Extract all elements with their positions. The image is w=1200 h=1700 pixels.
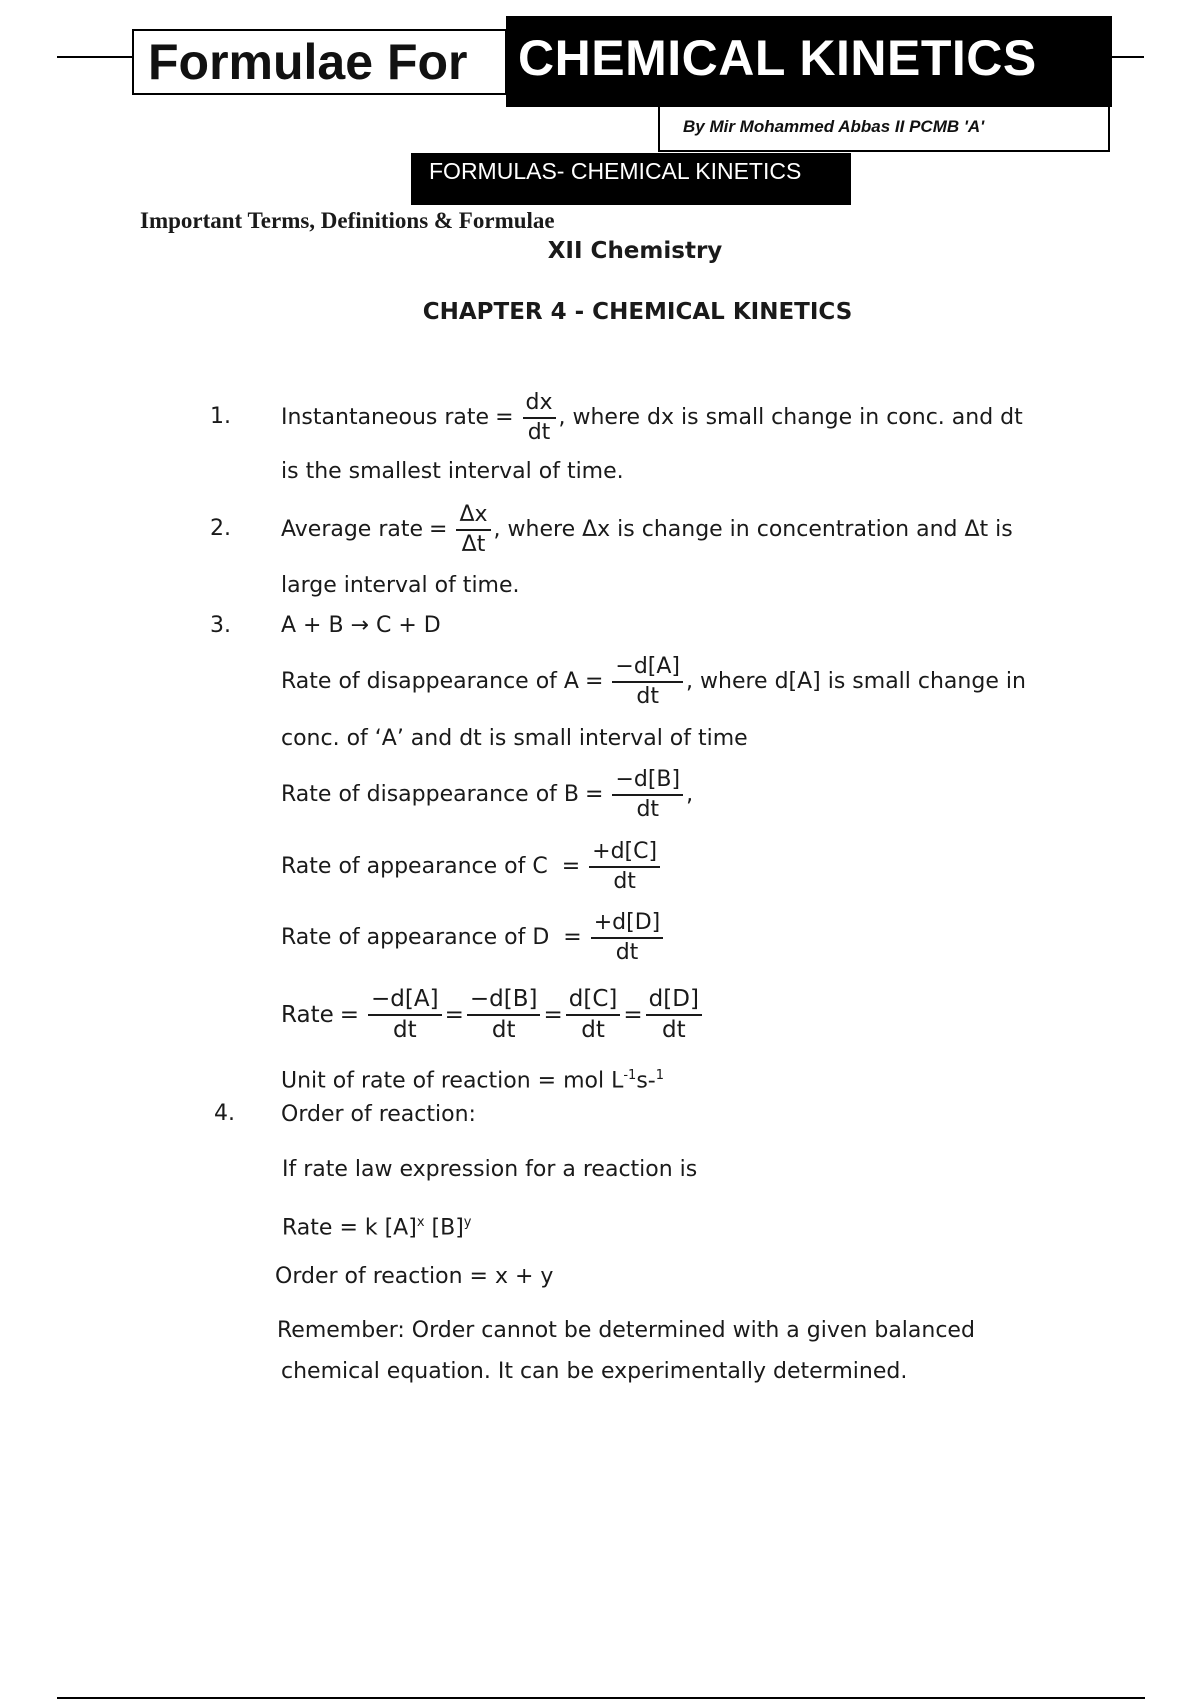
rate-fraction-b [467, 988, 541, 1042]
terms-heading: Important Terms, Definitions & Formulae [140, 208, 555, 233]
item-3-reaction: A + B → C + D [281, 613, 441, 638]
appearance-d-numerator: +d[D] [591, 912, 664, 939]
subject-heading: XII Chemistry [547, 238, 723, 264]
disappearance-b-lead: Rate of disappearance of B [281, 782, 579, 807]
banner: FORMULAS- CHEMICAL KINETICS [411, 153, 851, 205]
item-2-numerator: Δx [456, 504, 490, 531]
item-3-disappearance-b [281, 765, 693, 825]
rate-fraction-c [566, 988, 621, 1042]
item-2-denominator: Δt [461, 532, 486, 557]
title-main: CHEMICAL KINETICS [506, 16, 1112, 107]
unit-exponent-1: -1 [623, 1068, 637, 1083]
item-2-fraction [456, 504, 490, 556]
item-4-number: 4. [214, 1101, 235, 1126]
item-1-numerator: dx [523, 392, 556, 419]
item-4-rate-law [282, 1209, 472, 1242]
disappearance-a-equals: = [584, 669, 604, 694]
appearance-d-fraction [591, 912, 664, 964]
disappearance-b-denominator: dt [636, 797, 660, 822]
appearance-c-equals: = [561, 854, 581, 879]
item-3-appearance-c [281, 837, 663, 897]
item-4-remember-2: chemical equation. It can be experimentally determined. [281, 1359, 908, 1384]
appearance-c-fraction [589, 841, 660, 893]
item-1-lead: Instantaneous rate [281, 405, 490, 430]
item-3-disappearance-a [281, 652, 1026, 712]
appearance-d-lead: Rate of appearance of D [281, 925, 550, 950]
unit-seconds: s- [636, 1068, 656, 1094]
rate-fraction-a [368, 988, 442, 1042]
chapter-heading: CHAPTER 4 - CHEMICAL KINETICS [422, 299, 853, 325]
footer-rule [57, 1697, 1145, 1699]
rate-fraction-d [646, 988, 702, 1042]
item-1-line2: is the smallest interval of time. [281, 459, 624, 484]
disappearance-a-tail: , where d[A] is small change in [686, 669, 1026, 694]
appearance-d-equals: = [563, 925, 582, 950]
item-4-heading: Order of reaction: [281, 1102, 476, 1127]
rate-numerator-b: −d[B] [467, 988, 541, 1016]
rate-equals-2: = [444, 1002, 464, 1028]
disappearance-b-tail: , [686, 782, 694, 807]
item-1-tail: , where dx is small change in conc. and dt [558, 405, 1023, 430]
unit-lead: Unit of rate of reaction = mol L [281, 1068, 624, 1094]
item-2-lead: Average rate [281, 517, 424, 542]
item-4-order-line: Order of reaction = x + y [275, 1264, 554, 1289]
rate-lead: Rate [281, 1002, 334, 1028]
rate-numerator-a: −d[A] [368, 988, 442, 1016]
header-rule-right [1112, 56, 1144, 58]
item-2-line2: large interval of time. [281, 573, 520, 598]
rate-denominator-c: dt [581, 1017, 605, 1043]
author-line: By Mir Mohammed Abbas II PCMB 'A' [658, 106, 1110, 152]
rate-law-y: y [463, 1215, 472, 1230]
item-1-number: 1. [210, 404, 231, 429]
appearance-c-denominator: dt [613, 869, 636, 894]
appearance-d-denominator: dt [615, 940, 639, 965]
item-2-equals: = [429, 517, 448, 542]
disappearance-b-fraction [612, 769, 683, 821]
rate-numerator-c: d[C] [566, 988, 621, 1016]
rate-law-b: [B] [424, 1215, 464, 1241]
rate-law-x: x [416, 1215, 425, 1230]
rate-law-lead: Rate = k [A] [282, 1215, 417, 1241]
item-4-remember-1: Remember: Order cannot be determined with a given balanced [277, 1318, 975, 1343]
disappearance-a-numerator: −d[A] [612, 656, 683, 683]
item-2-tail: , where Δx is change in concentration and Δt is [493, 517, 1013, 542]
item-3-rate-equation [281, 984, 705, 1046]
item-1-denominator: dt [527, 420, 551, 445]
appearance-c-lead: Rate of appearance of C [281, 854, 548, 879]
disappearance-b-equals: = [585, 782, 604, 807]
rate-equals-1: = [339, 1002, 360, 1028]
rate-denominator-b: dt [491, 1017, 516, 1043]
rate-numerator-d: d[D] [646, 988, 702, 1016]
item-1-equals: = [495, 405, 514, 430]
item-2-number: 2. [210, 516, 231, 541]
unit-exponent-2: 1 [655, 1068, 664, 1083]
rate-denominator-d: dt [661, 1017, 686, 1043]
disappearance-a-denominator: dt [636, 684, 659, 709]
header-rule-left [57, 56, 133, 58]
appearance-c-numerator: +d[C] [589, 841, 660, 868]
rate-equals-3: = [543, 1002, 563, 1028]
disappearance-a-lead: Rate of disappearance of A [281, 669, 579, 694]
disappearance-b-numerator: −d[B] [612, 769, 683, 796]
item-2-formula [281, 500, 1013, 560]
item-3-appearance-d [281, 908, 666, 968]
title-prefix: Formulae For [132, 29, 507, 95]
item-4-if-line: If rate law expression for a reaction is [282, 1157, 698, 1182]
item-3-unit [281, 1062, 664, 1095]
item-3-number: 3. [210, 613, 231, 638]
rate-equals-4: = [623, 1002, 643, 1028]
rate-denominator-a: dt [393, 1017, 417, 1043]
disappearance-a-fraction [612, 656, 683, 708]
item-1-fraction [523, 392, 556, 444]
disappearance-a-line2: conc. of ‘A’ and dt is small interval of time [281, 726, 748, 751]
item-1-formula [281, 388, 1023, 448]
